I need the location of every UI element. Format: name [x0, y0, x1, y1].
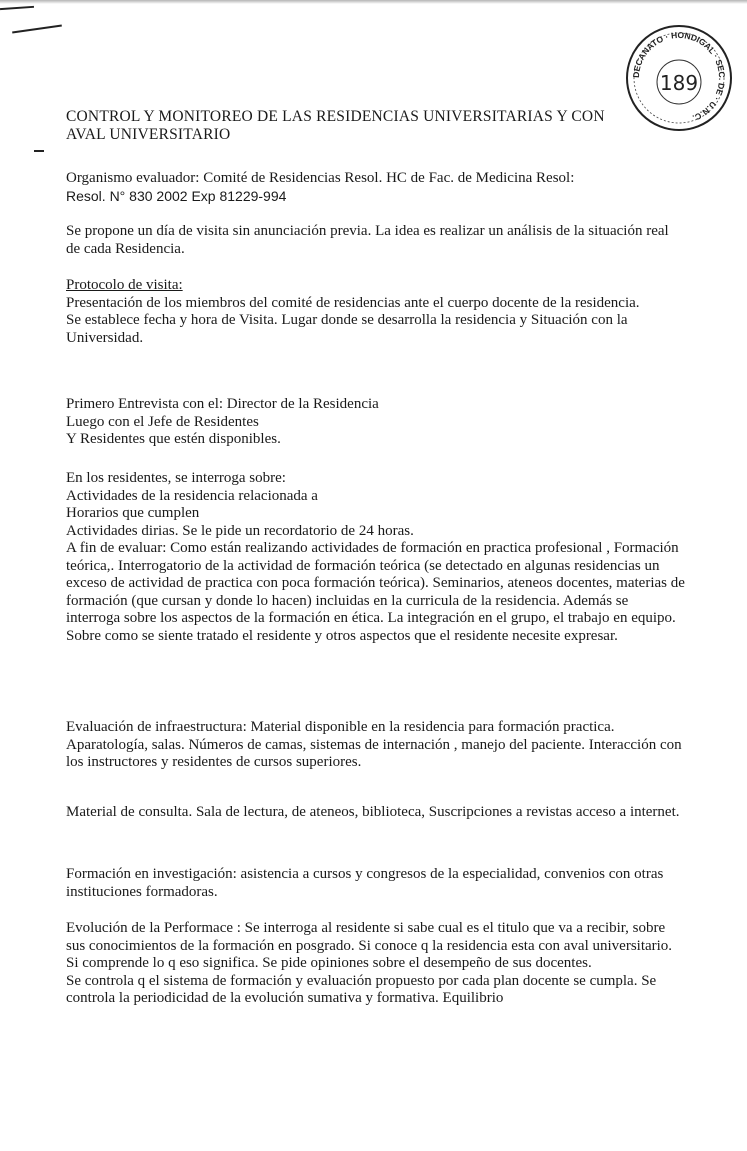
scan-mark-pen-stroke: [12, 25, 62, 34]
entrevista-line-2: Luego con el Jefe de Residentes: [66, 413, 259, 430]
entrevista-section: [66, 396, 686, 449]
residentes-line-4: Actividades dirias. Se le pide un recordatorio de 24 horas.: [66, 522, 414, 539]
protocolo-heading: Protocolo de visita:: [66, 277, 183, 293]
organismo-line-1: Organismo evaluador: Comité de Residencias Resol. HC de Fac. de Medicina Resol:: [66, 170, 575, 186]
entrevista-line-1: Primero Entrevista con el: Director de la Residencia: [66, 396, 379, 412]
control-text: Se controla q el sistema de formación y evaluación propuesto por cada plan docente se cumpla. Se controla la periodicidad de la evolución sumativa y formativa. Equilibrio: [66, 972, 657, 1006]
consulta-section: [66, 804, 686, 822]
residentes-line-3: Horarios que cumplen: [66, 505, 200, 521]
document-title: [66, 108, 686, 143]
consulta-text: Material de consulta. Sala de lectura, de ateneos, biblioteca, Suscripciones a revistas acceso a internet.: [66, 804, 680, 820]
scan-mark-top-left: [0, 6, 34, 10]
scan-top-edge: [0, 0, 747, 4]
residentes-line-1: En los residentes, se interroga sobre:: [66, 470, 286, 486]
protocolo-paragraph-1: Presentación de los miembros del comité de residencias ante el cuerpo docente de la residencia.: [66, 294, 640, 311]
infraestructura-section: [66, 719, 686, 772]
performance-section: [66, 920, 686, 1008]
entrevista-line-3: Y Residentes que estén disponibles.: [66, 431, 281, 447]
organismo-section: [66, 170, 686, 205]
performance-text: Evolución de la Performace : Se interroga al residente si sabe cual es el titulo que va a recibir, sobre sus conocimientos de la formación en posgrado. Si conoce q la residencia esta con aval universitario. Si comprende lo q eso significa. Se pide opiniones sobre el desempeño de sus docentes.: [66, 920, 673, 971]
organismo-line-2: Resol. N° 830 2002 Exp 81229-994: [66, 187, 287, 204]
investigacion-section: [66, 866, 686, 901]
residentes-section: [66, 470, 686, 645]
protocolo-section: [66, 277, 686, 347]
infraestructura-text: Evaluación de infraestructura: Material disponible en la residencia para formación practica. Aparatología, salas. Números de camas, sistemas de internación , manejo del paciente. Interacción con los instructores y residentes de cursos superiores.: [66, 719, 682, 770]
title-line-1: CONTROL Y MONITOREO DE LAS RESIDENCIAS UNIVERSITARIAS Y CON: [66, 108, 605, 125]
residentes-line-2: Actividades de la residencia relacionada a: [66, 487, 318, 504]
seal-ring-text: DECANATO · HONDIGAL · SEC. DE · U.N.C.: [630, 29, 728, 124]
seal-number: 189: [659, 71, 699, 95]
intro-text: Se propone un día de visita sin anunciación previa. La idea es realizar un análisis de la situación real de cada Residencia.: [66, 223, 669, 257]
title-line-2: AVAL UNIVERSITARIO: [66, 125, 231, 143]
scan-mark-dash: [34, 150, 44, 152]
investigacion-text: Formación en investigación: asistencia a cursos y congresos de la especialidad, convenios con otras instituciones formadoras.: [66, 866, 664, 900]
intro-paragraph: [66, 223, 686, 258]
residentes-paragraph: A fin de evaluar: Como están realizando actividades de formación en practica profesional , Formación teórica,. Interrogatorio de la actividad de formación teórica (se detectado en algunas residencias un exceso de actividad de practica con poca formación teórica). Seminarios, ateneos docentes, materias de formación (que cursan y donde lo hacen) incluidas en la curricula de la residencia. Además se interroga sobre los aspectos de la formación en ética. La integración en el grupo, el trabajo en equipo. Sobre como se siente tratado el residente y otros aspectos que el residente necesite expresar.: [66, 540, 685, 644]
protocolo-paragraph-2: Se establece fecha y hora de Visita. Lugar donde se desarrolla la residencia y Situación con la Universidad.: [66, 312, 628, 346]
